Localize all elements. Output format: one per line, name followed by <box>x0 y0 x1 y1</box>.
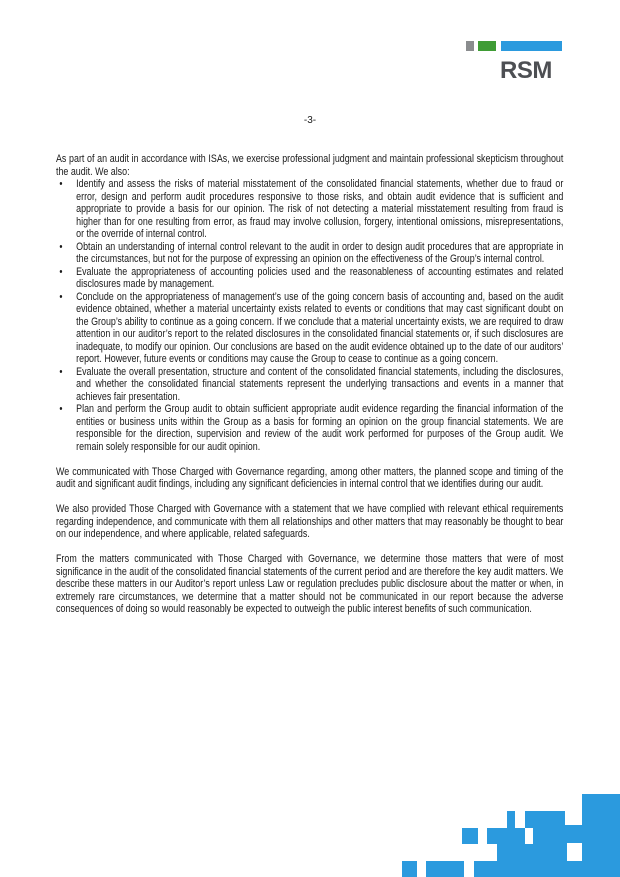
deco-hole <box>487 844 497 861</box>
list-item-text: Plan and perform the Group audit to obtain sufficient appropriate audit evidence regarding the financial information of the entities or business units within the Group as a basis for forming an opinion on the group financial statements. We are responsible for the direction, supervision and review of the audit work performed for purposes of the Group audit. We remain solely responsible for our audit opinion. <box>76 403 564 453</box>
page-number: -3- <box>303 115 317 126</box>
deco-block <box>426 861 464 877</box>
list-item <box>56 403 563 453</box>
logo-bar-green <box>478 41 496 51</box>
bullet-icon: • <box>59 365 63 378</box>
deco-block <box>525 844 535 877</box>
list-item <box>56 266 563 291</box>
logo-bar-blue <box>501 41 562 51</box>
independence-statement-paragraph: We also provided Those Charged with Governance with a statement that we have complied with relevant ethical requirements regarding independence, and communicate with them all relationships and other matters that may reasonably be thought to bear on our independence, and where applicable, related safeguards. <box>56 503 564 540</box>
list-item <box>56 366 563 404</box>
deco-block <box>507 811 515 828</box>
list-item <box>56 178 563 241</box>
bullet-icon: • <box>59 290 63 303</box>
key-audit-matters-paragraph: From the matters communicated with Those Charged with Governance, we determine those matters that were of most significance in the audit of the consolidated financial statements of the current period and are therefore the key audit matters. We describe these matters in our Auditor’s report unless Law or regulation precludes public disclosure about the matter or when, in extremely rare circumstances, we determine that a matter should not be communicated in our report because the adverse consequences of doing so would reasonably be expected to outweigh the public interest benefits of such communication. <box>56 553 564 615</box>
list-item-text: Evaluate the appropriateness of accounting policies used and the reasonableness of accounting estimates and related disclosures made by management. <box>76 265 564 290</box>
bullet-icon: • <box>59 265 63 278</box>
deco-block <box>474 861 504 877</box>
document-body <box>56 153 563 628</box>
bullet-icon: • <box>59 178 63 190</box>
deco-block <box>582 794 620 827</box>
list-item-text: Evaluate the overall presentation, structure and content of the consolidated financial statements, including the disclosures, and whether the consolidated financial statements represent the underlying transactions and events in a manner that achieves fair presentation. <box>76 365 564 403</box>
list-item-text: Conclude on the appropriateness of management’s use of the going concern basis of accounting and, based on the audit evidence obtained, whether a material uncertainty exists related to events or conditions that may cast significant doubt on the Group’s ability to continue as a going concern. If we conclude that a material uncertainty exists, we are required to draw attention in our auditor’s report to the related disclosures in the consolidated financial statements or, if such disclosures are inadequate, to modify our opinion. Our conclusions are based on the audit evidence obtained up to the date of our auditors’ report. However, future events or conditions may cause the Group to cease to continue as a going concern. <box>76 290 564 365</box>
deco-block <box>462 828 478 844</box>
intro-paragraph: As part of an audit in accordance with ISAs, we exercise professional judgment and maintain professional skepticism throughout the audit. We also: <box>56 153 564 178</box>
governance-communication-paragraph: We communicated with Those Charged with Governance regarding, among other matters, the planned scope and timing of the audit and significant audit findings, including any significant deficiencies in internal control that we identifies during our audit. <box>56 465 564 490</box>
deco-hole <box>567 843 582 861</box>
deco-block <box>402 861 417 877</box>
audit-responsibilities-list <box>56 178 563 453</box>
list-item-text: Obtain an understanding of internal control relevant to the audit in order to design audit procedures that are appropriate in the circumstances, but not for the purpose of expressing an opinion on the effectiveness of the Group’s internal control. <box>76 240 564 265</box>
list-item-text: Identify and assess the risks of material misstatement of the consolidated financial statements, whether due to fraud or error, design and perform audit procedures responsive to those risks, and obtain audit evidence that is sufficient and appropriate to provide a basis for our opinion. The risk of not detecting a material misstatement resulting from fraud is higher than for one resulting from error, as fraud may involve collusion, forgery, intentional omissions, misrepresentations, or the override of internal control. <box>76 178 564 240</box>
bullet-icon: • <box>59 240 63 253</box>
logo-bar-gray <box>466 41 474 51</box>
list-item <box>56 241 563 266</box>
rsm-logo: RSM <box>500 57 552 84</box>
list-item <box>56 291 563 366</box>
bullet-icon: • <box>59 403 63 415</box>
